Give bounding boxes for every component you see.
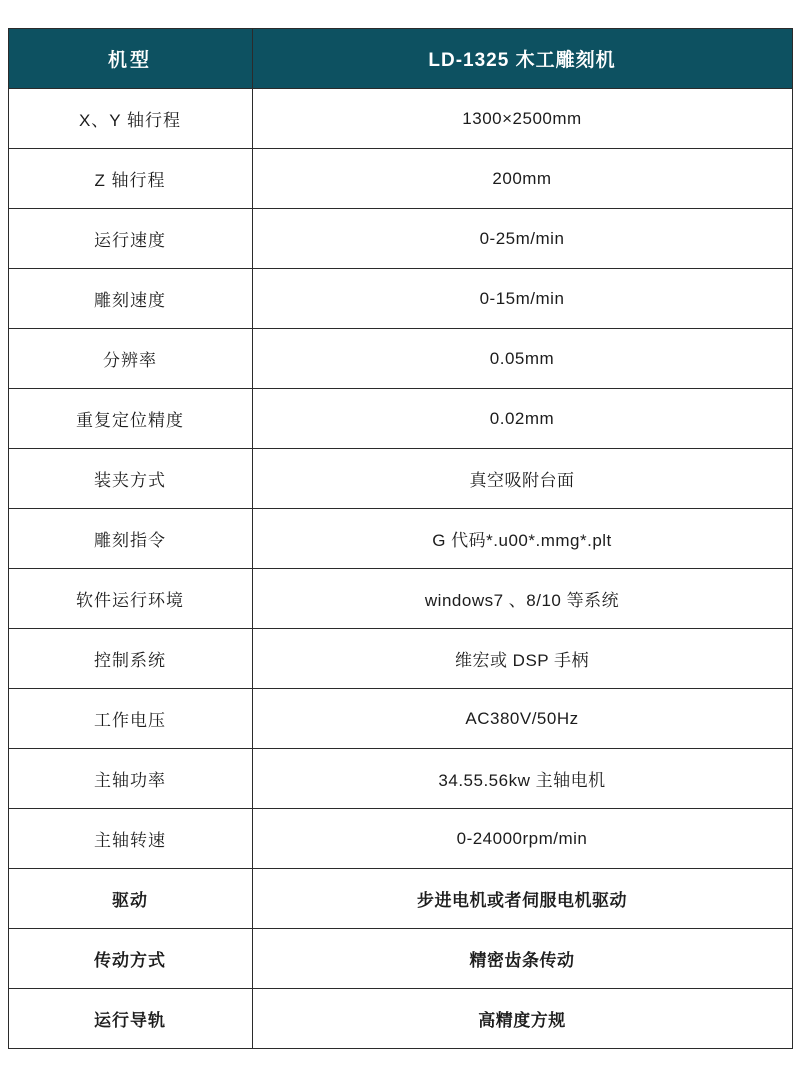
spec-label: 运行速度: [8, 209, 252, 269]
spec-value: AC380V/50Hz: [252, 689, 792, 749]
table-row: [8, 809, 792, 869]
spec-value: 高精度方规: [252, 989, 792, 1049]
spec-value: 步进电机或者伺服电机驱动: [252, 869, 792, 929]
spec-value: 0.02mm: [252, 389, 792, 449]
table-row: [8, 149, 792, 209]
table-header-row: [8, 29, 792, 89]
table-row: [8, 509, 792, 569]
spec-label: 雕刻速度: [8, 269, 252, 329]
spec-value: 0-15m/min: [252, 269, 792, 329]
table-row: [8, 749, 792, 809]
specification-table: [8, 28, 793, 1049]
spec-value: G 代码*.u00*.mmg*.plt: [252, 509, 792, 569]
table-row: [8, 89, 792, 149]
table-row: [8, 689, 792, 749]
spec-value: 0-24000rpm/min: [252, 809, 792, 869]
spec-label: Z 轴行程: [8, 149, 252, 209]
table-row: [8, 269, 792, 329]
spec-label: 工作电压: [8, 689, 252, 749]
table-header: [8, 29, 792, 89]
spec-label: 传动方式: [8, 929, 252, 989]
spec-value: 0.05mm: [252, 329, 792, 389]
table-row: [8, 989, 792, 1049]
spec-value: 0-25m/min: [252, 209, 792, 269]
table-row: [8, 329, 792, 389]
spec-label: 驱动: [8, 869, 252, 929]
spec-label: X、Y 轴行程: [8, 89, 252, 149]
spec-value: 精密齿条传动: [252, 929, 792, 989]
spec-label: 控制系统: [8, 629, 252, 689]
table-row: [8, 449, 792, 509]
spec-value: 维宏或 DSP 手柄: [252, 629, 792, 689]
spec-value: 真空吸附台面: [252, 449, 792, 509]
table-row: [8, 869, 792, 929]
spec-label: 重复定位精度: [8, 389, 252, 449]
spec-value: windows7 、8/10 等系统: [252, 569, 792, 629]
spec-label: 分辨率: [8, 329, 252, 389]
spec-label: 主轴功率: [8, 749, 252, 809]
spec-label: 软件运行环境: [8, 569, 252, 629]
table-row: [8, 569, 792, 629]
table-row: [8, 209, 792, 269]
header-model-label: 机型: [8, 29, 252, 89]
table-row: [8, 929, 792, 989]
spec-label: 运行导轨: [8, 989, 252, 1049]
header-model-value: LD-1325 木工雕刻机: [252, 29, 792, 89]
spec-value: 34.55.56kw 主轴电机: [252, 749, 792, 809]
spec-value: 200mm: [252, 149, 792, 209]
spec-label: 雕刻指令: [8, 509, 252, 569]
spec-label: 主轴转速: [8, 809, 252, 869]
table-body: [8, 89, 792, 1049]
spec-label: 装夹方式: [8, 449, 252, 509]
spec-value: 1300×2500mm: [252, 89, 792, 149]
table-row: [8, 389, 792, 449]
table-row: [8, 629, 792, 689]
